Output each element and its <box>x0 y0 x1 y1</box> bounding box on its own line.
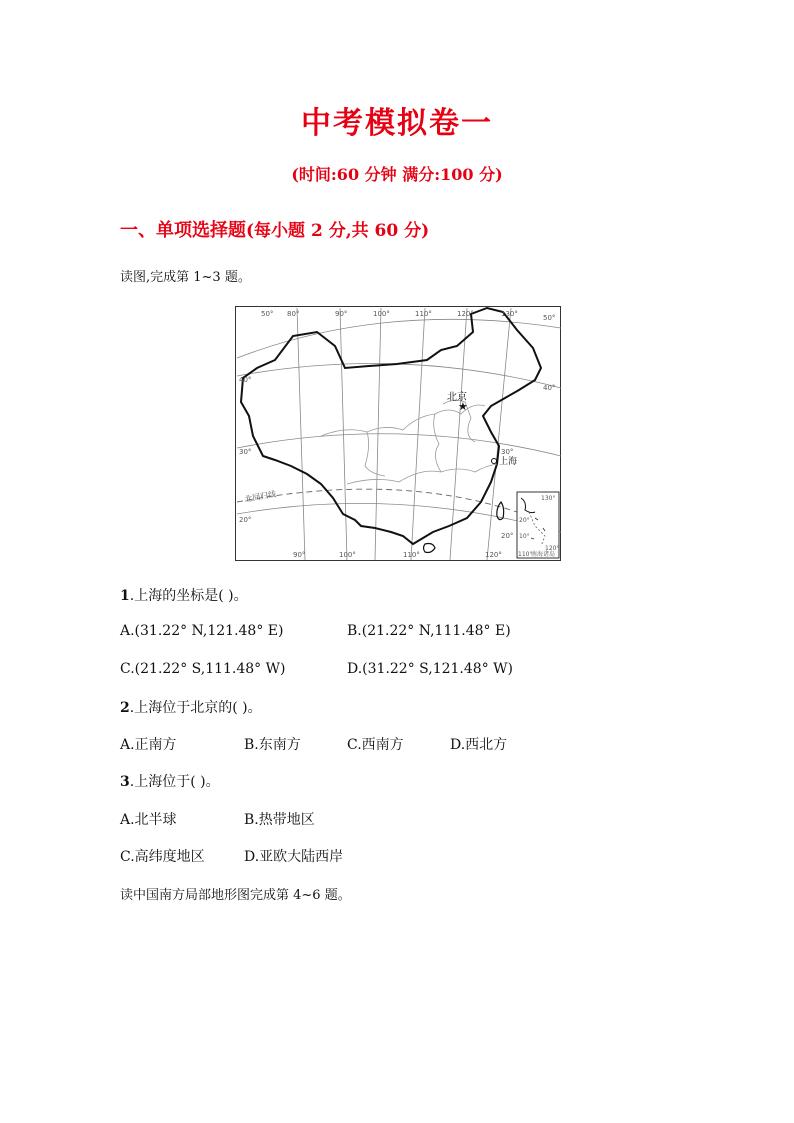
lat-label-top-left: 50° <box>261 310 274 318</box>
lat-label: 40° <box>239 376 252 384</box>
intro-1: 读图,完成第 1~3 题。 <box>120 270 251 285</box>
lat-label: 30° <box>501 448 514 456</box>
lon-label: 80° <box>287 310 300 318</box>
lon-label: 100° <box>339 551 356 559</box>
section-heading <box>120 216 429 242</box>
option-1a[interactable]: A.(31.22° N,121.48° E) <box>120 623 284 639</box>
lat-label: 30° <box>239 448 252 456</box>
option-1d[interactable]: D.(31.22° S,121.48° W) <box>347 661 513 677</box>
option-2a[interactable]: A.正南方 <box>120 737 177 753</box>
lon-label: 110° <box>403 551 420 559</box>
inset-tick: 130° <box>541 495 556 502</box>
beijing-label: 北京 <box>447 392 467 403</box>
question-number: 1 <box>120 588 130 604</box>
option-1c[interactable]: C.(21.22° S,111.48° W) <box>120 661 286 677</box>
intro-2: 读中国南方局部地形图完成第 4~6 题。 <box>120 888 351 903</box>
exam-info: (时间:60 分钟 满分:100 分) <box>291 165 503 184</box>
inset-tick: 120° <box>545 545 560 552</box>
inset-tick: 10° <box>519 533 530 540</box>
option-2d[interactable]: D.西北方 <box>450 737 508 753</box>
lon-label: 100° <box>373 310 390 318</box>
lat-label: 40° <box>543 384 556 392</box>
lon-label: 120° <box>485 551 502 559</box>
lon-label: 110° <box>415 310 432 318</box>
option-1b[interactable]: B.(21.22° N,111.48° E) <box>347 623 511 639</box>
option-3d[interactable]: D.亚欧大陆西岸 <box>244 849 344 865</box>
option-2b[interactable]: B.东南方 <box>244 737 301 753</box>
shanghai-marker <box>492 459 497 464</box>
lat-label: 20° <box>239 516 252 524</box>
question-stem: .上海的坐标是( )。 <box>129 588 248 604</box>
inset-title: 南海诸岛 <box>531 551 556 558</box>
map-frame <box>236 307 561 561</box>
question-stem: .上海位于( )。 <box>129 774 220 790</box>
question-2 <box>120 697 262 717</box>
option-3b[interactable]: B.热带地区 <box>244 812 315 828</box>
lon-label: 90° <box>335 310 348 318</box>
lat-label: 20° <box>501 532 514 540</box>
inset-tick: 110° <box>518 551 533 558</box>
page-title: 中考模拟卷一 <box>301 106 493 141</box>
question-3 <box>120 771 220 791</box>
lon-label: 90° <box>293 551 306 559</box>
lon-label: 130° <box>501 310 518 318</box>
section-title: 一、单项选择题 <box>120 220 246 241</box>
tropic-label: 北回归线 <box>243 489 277 504</box>
inset-tick: 20° <box>519 517 530 524</box>
option-3a[interactable]: A.北半球 <box>120 812 177 828</box>
inset-south-china-sea <box>517 492 559 558</box>
option-3c[interactable]: C.高纬度地区 <box>120 849 205 865</box>
china-map <box>235 306 561 561</box>
beijing-star: ★ <box>458 400 468 413</box>
question-stem: .上海位于北京的( )。 <box>129 700 262 716</box>
option-2c[interactable]: C.西南方 <box>347 737 404 753</box>
question-number: 3 <box>120 774 130 790</box>
shanghai-label: 上海 <box>499 457 518 467</box>
lon-label: 120° <box>457 310 474 318</box>
question-number: 2 <box>120 700 130 716</box>
section-note: (每小题 2 分,共 60 分) <box>246 221 430 241</box>
lat-label: 50° <box>543 314 556 322</box>
question-1 <box>120 585 248 605</box>
china-map-svg <box>235 306 561 561</box>
